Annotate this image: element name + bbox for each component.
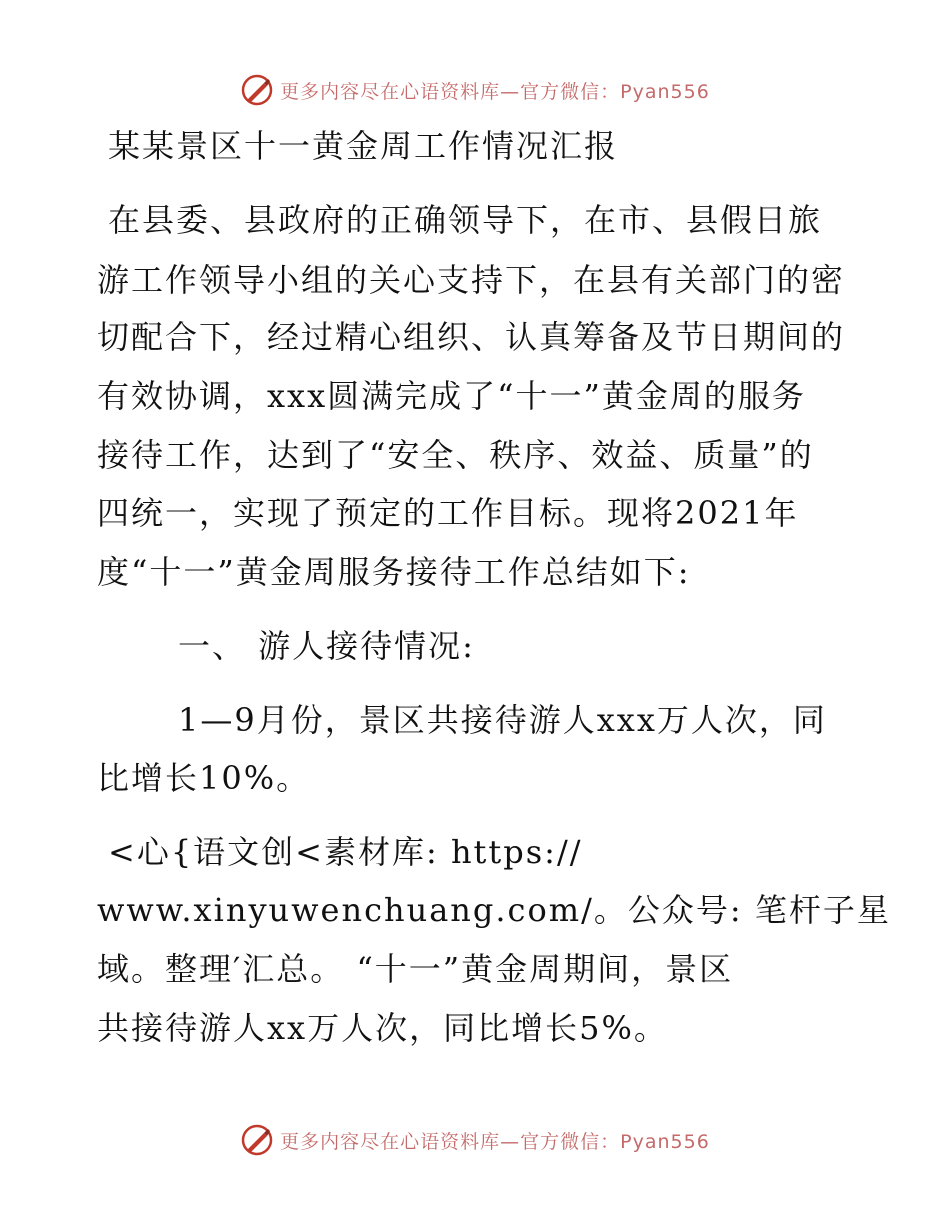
intro-line-2: 游工作领导小组的关心支持下，在县有关部门的密 — [97, 261, 846, 299]
pen-logo-icon — [240, 73, 274, 107]
intro-line-7: 度“十一”黄金周服务接待工作总结如下: — [97, 553, 691, 591]
header-watermark-text: 更多内容尽在心语资料库—官方微信：Pyan556 — [280, 80, 710, 103]
header-watermark-banner — [0, 70, 950, 110]
para2-line-4: 共接待游人xx万人次，同比增长5%。 — [97, 1009, 668, 1047]
para1-line-2: 比增长10%。 — [97, 759, 311, 797]
footer-watermark-banner — [0, 1120, 950, 1160]
intro-line-6: 四统一，实现了预定的工作目标。现将2021年 — [97, 494, 799, 532]
para2-line-3: 域。整理′汇总。 “十一”黄金周期间，景区 — [97, 950, 734, 988]
para2-line-2: www.xinyuwenchuang.com/。公众号: 笔杆子星 — [97, 891, 891, 929]
intro-line-5: 接待工作，达到了“安全、秩序、效益、质量”的 — [97, 436, 814, 474]
document-title: 某某景区十一黄金周工作情况汇报 — [108, 127, 619, 165]
intro-line-4: 有效协调，xxx圆满完成了“十一”黄金周的服务 — [97, 377, 806, 415]
section-1-heading: 一、 游人接待情况: — [178, 627, 475, 665]
intro-line-3: 切配合下，经过精心组织、认真筹备及节日期间的 — [97, 318, 846, 356]
para1-line-1: 1—9月份，景区共接待游人xxx万人次，同 — [178, 701, 827, 739]
pen-logo-icon — [240, 1123, 274, 1157]
para2-line-1: <心{语文创<素材库: https:// — [108, 833, 583, 871]
footer-watermark-text: 更多内容尽在心语资料库—官方微信：Pyan556 — [280, 1130, 710, 1153]
intro-line-1: 在县委、县政府的正确领导下，在市、县假日旅 — [108, 201, 823, 239]
